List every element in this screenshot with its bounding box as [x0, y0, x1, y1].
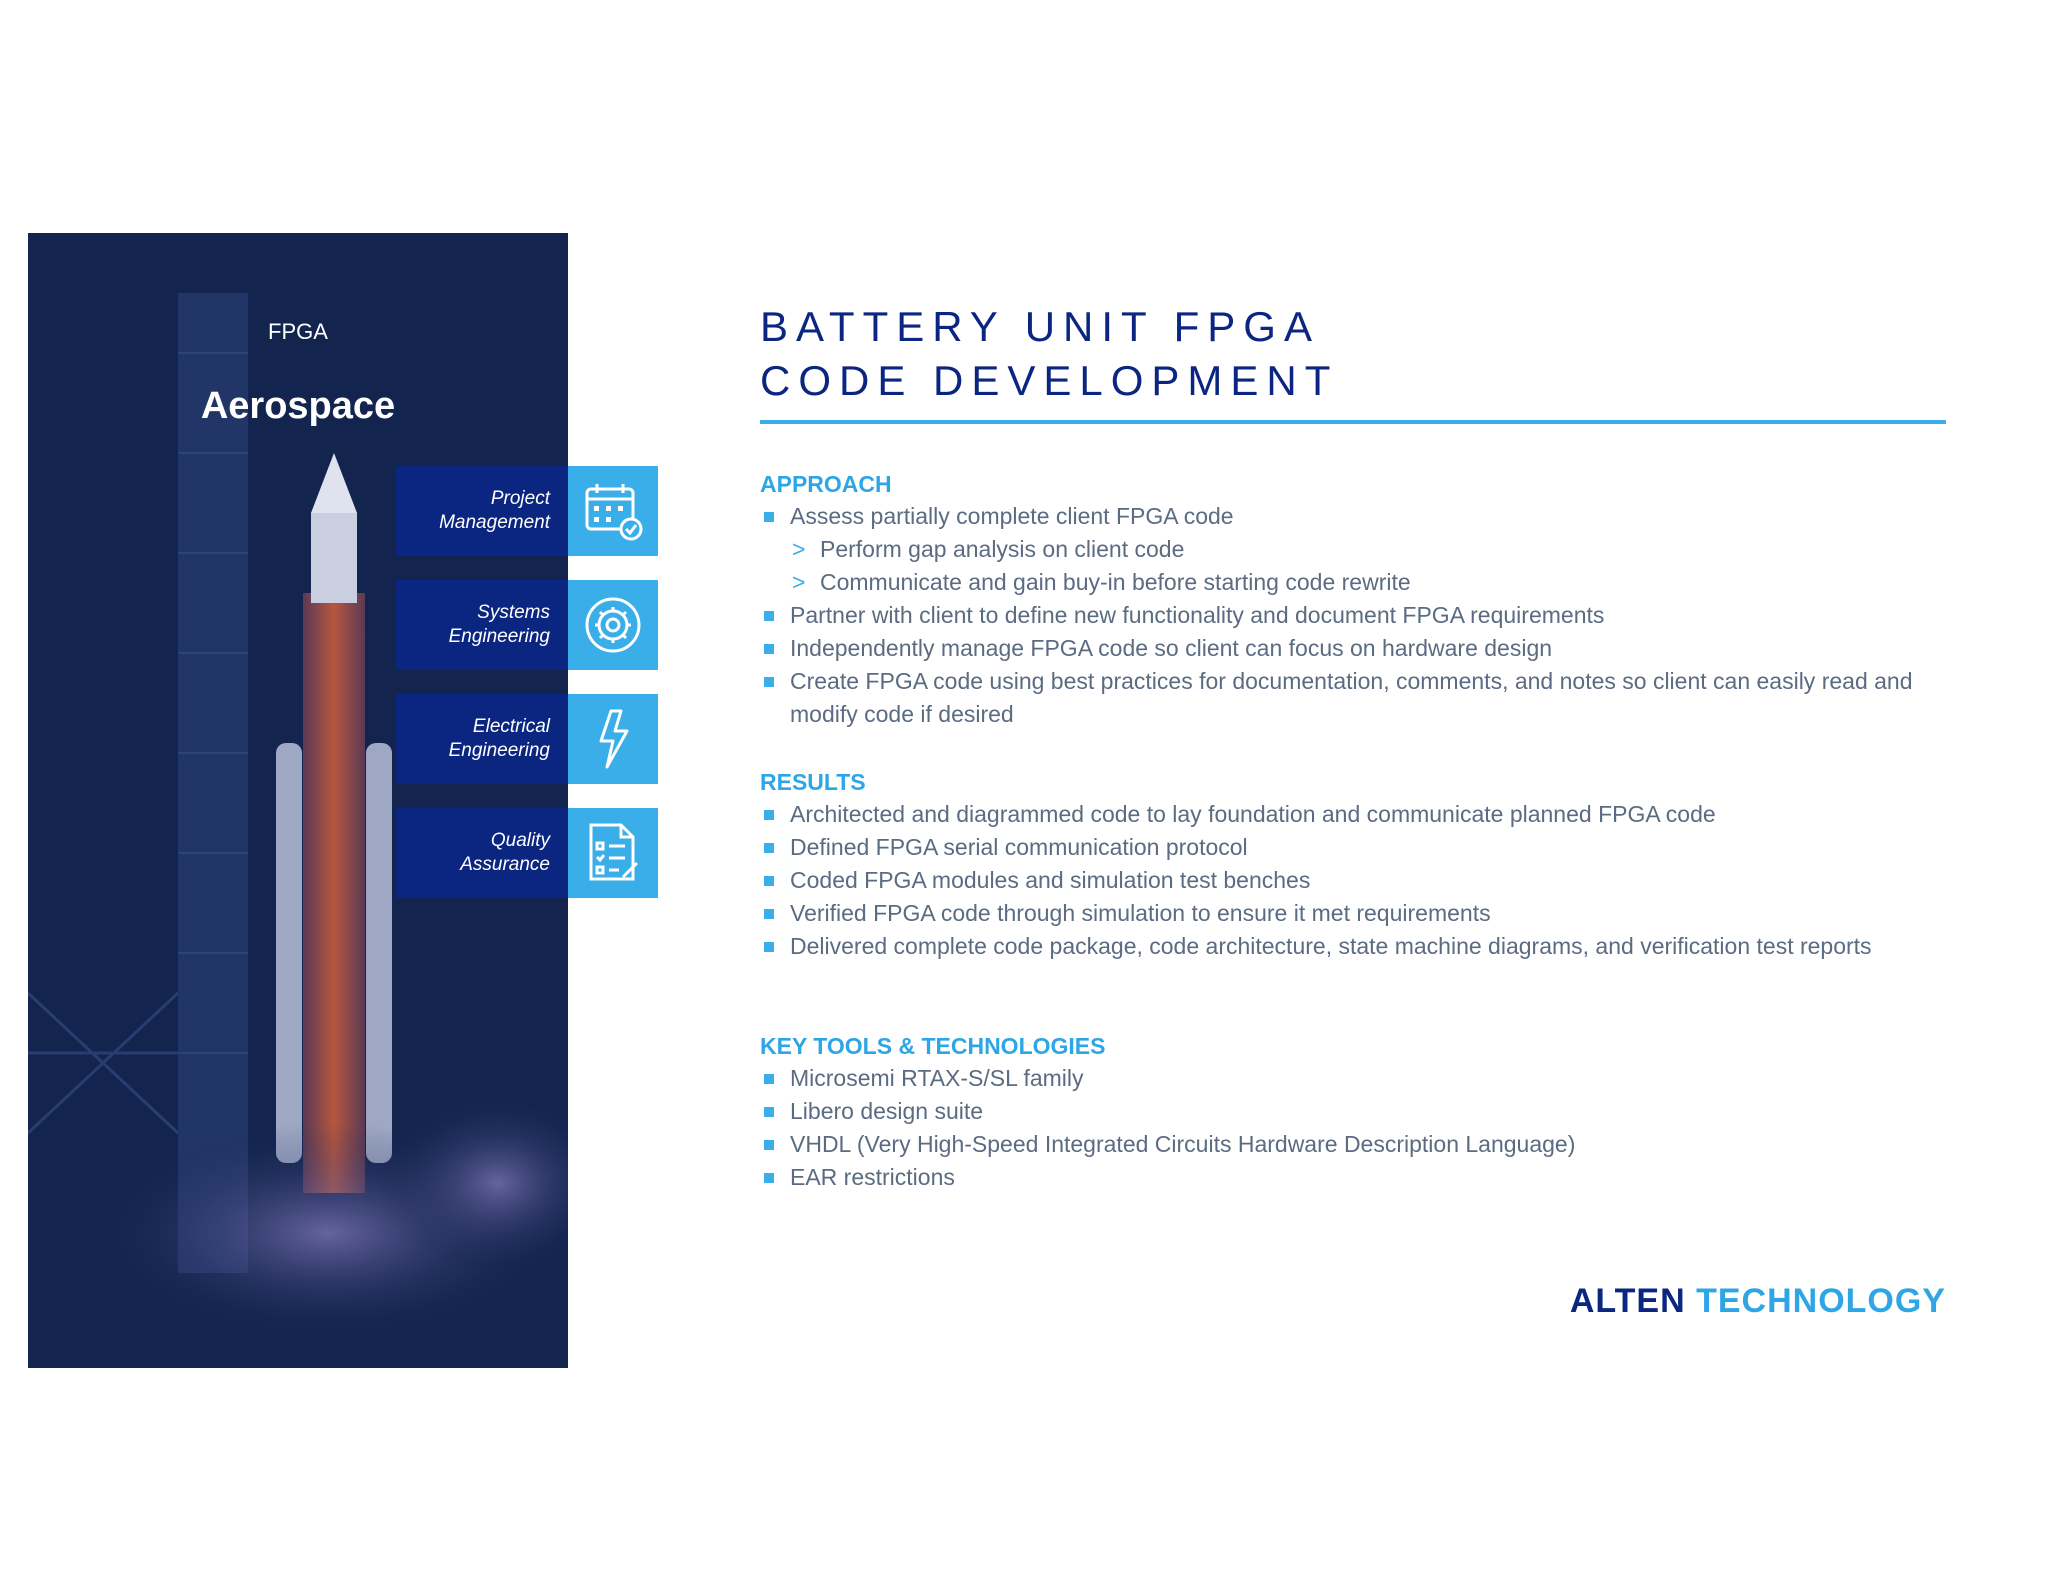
brand-logo: ALTEN TECHNOLOGY	[1569, 1282, 1946, 1320]
bullet-icon	[764, 810, 774, 820]
list-item: Create FPGA code using best practices for documentation, comments, and notes so client can easily read and modify code if desired	[760, 665, 1950, 731]
sub-list-item: > Communicate and gain buy-in before starting code rewrite	[760, 566, 1950, 599]
sub-list-item: > Perform gap analysis on client code	[760, 533, 1950, 566]
bullet-icon	[764, 512, 774, 522]
list-item: Partner with client to define new functionality and document FPGA requirements	[760, 599, 1950, 632]
results-section	[760, 766, 1950, 963]
list-item: Libero design suite	[760, 1095, 1950, 1128]
bullet-icon	[764, 876, 774, 886]
list-item: EAR restrictions	[760, 1161, 1950, 1194]
bullet-icon	[764, 909, 774, 919]
bullet-icon	[764, 843, 774, 853]
bullet-icon	[764, 611, 774, 621]
list-item: Assess partially complete client FPGA code	[760, 500, 1950, 533]
list-item: VHDL (Very High-Speed Integrated Circuits Hardware Description Language)	[760, 1128, 1950, 1161]
chevron-right-icon: >	[792, 536, 806, 562]
capability-electrical-engineering	[396, 694, 658, 784]
calendar-check-icon	[581, 479, 645, 543]
section-title: RESULTS	[760, 769, 866, 795]
list-item: Architected and diagrammed code to lay foundation and communicate planned FPGA code	[760, 798, 1950, 831]
capability-label: Project Management	[396, 466, 568, 556]
capability-label: Electrical Engineering	[396, 694, 568, 784]
list-item: Verified FPGA code through simulation to ensure it met requirements	[760, 897, 1950, 930]
list-item: Independently manage FPGA code so client can focus on hardware design	[760, 632, 1950, 665]
bullet-icon	[764, 1173, 774, 1183]
hero-panel	[28, 233, 568, 1368]
list-item: Delivered complete code package, code architecture, state machine diagrams, and verification test reports	[760, 930, 1950, 963]
checklist-document-icon	[581, 821, 645, 885]
bullet-icon	[764, 677, 774, 687]
bullet-icon	[764, 1074, 774, 1084]
title-divider	[760, 420, 1946, 424]
bullet-icon	[764, 644, 774, 654]
capability-label: Systems Engineering	[396, 580, 568, 670]
gear-cycle-icon	[581, 593, 645, 657]
lightning-bolt-icon	[581, 707, 645, 771]
capability-systems-engineering	[396, 580, 658, 670]
capability-project-management	[396, 466, 658, 556]
section-title: KEY TOOLS & TECHNOLOGIES	[760, 1033, 1106, 1059]
bullet-icon	[764, 942, 774, 952]
bullet-icon	[764, 1140, 774, 1150]
section-title: APPROACH	[760, 471, 892, 497]
list-item: Coded FPGA modules and simulation test benches	[760, 864, 1950, 897]
list-item: Defined FPGA serial communication protocol	[760, 831, 1950, 864]
list-item: Microsemi RTAX-S/SL family	[760, 1062, 1950, 1095]
tools-section	[760, 1030, 1950, 1194]
panel-title: Aerospace	[200, 385, 396, 427]
panel-subtitle: FPGA	[268, 319, 328, 344]
capability-quality-assurance	[396, 808, 658, 898]
approach-section	[760, 468, 1950, 731]
page-title: BATTERY UNIT FPGA CODE DEVELOPMENT	[760, 303, 1339, 404]
bullet-icon	[764, 1107, 774, 1117]
chevron-right-icon: >	[792, 569, 806, 595]
capability-label: Quality Assurance	[396, 808, 568, 898]
